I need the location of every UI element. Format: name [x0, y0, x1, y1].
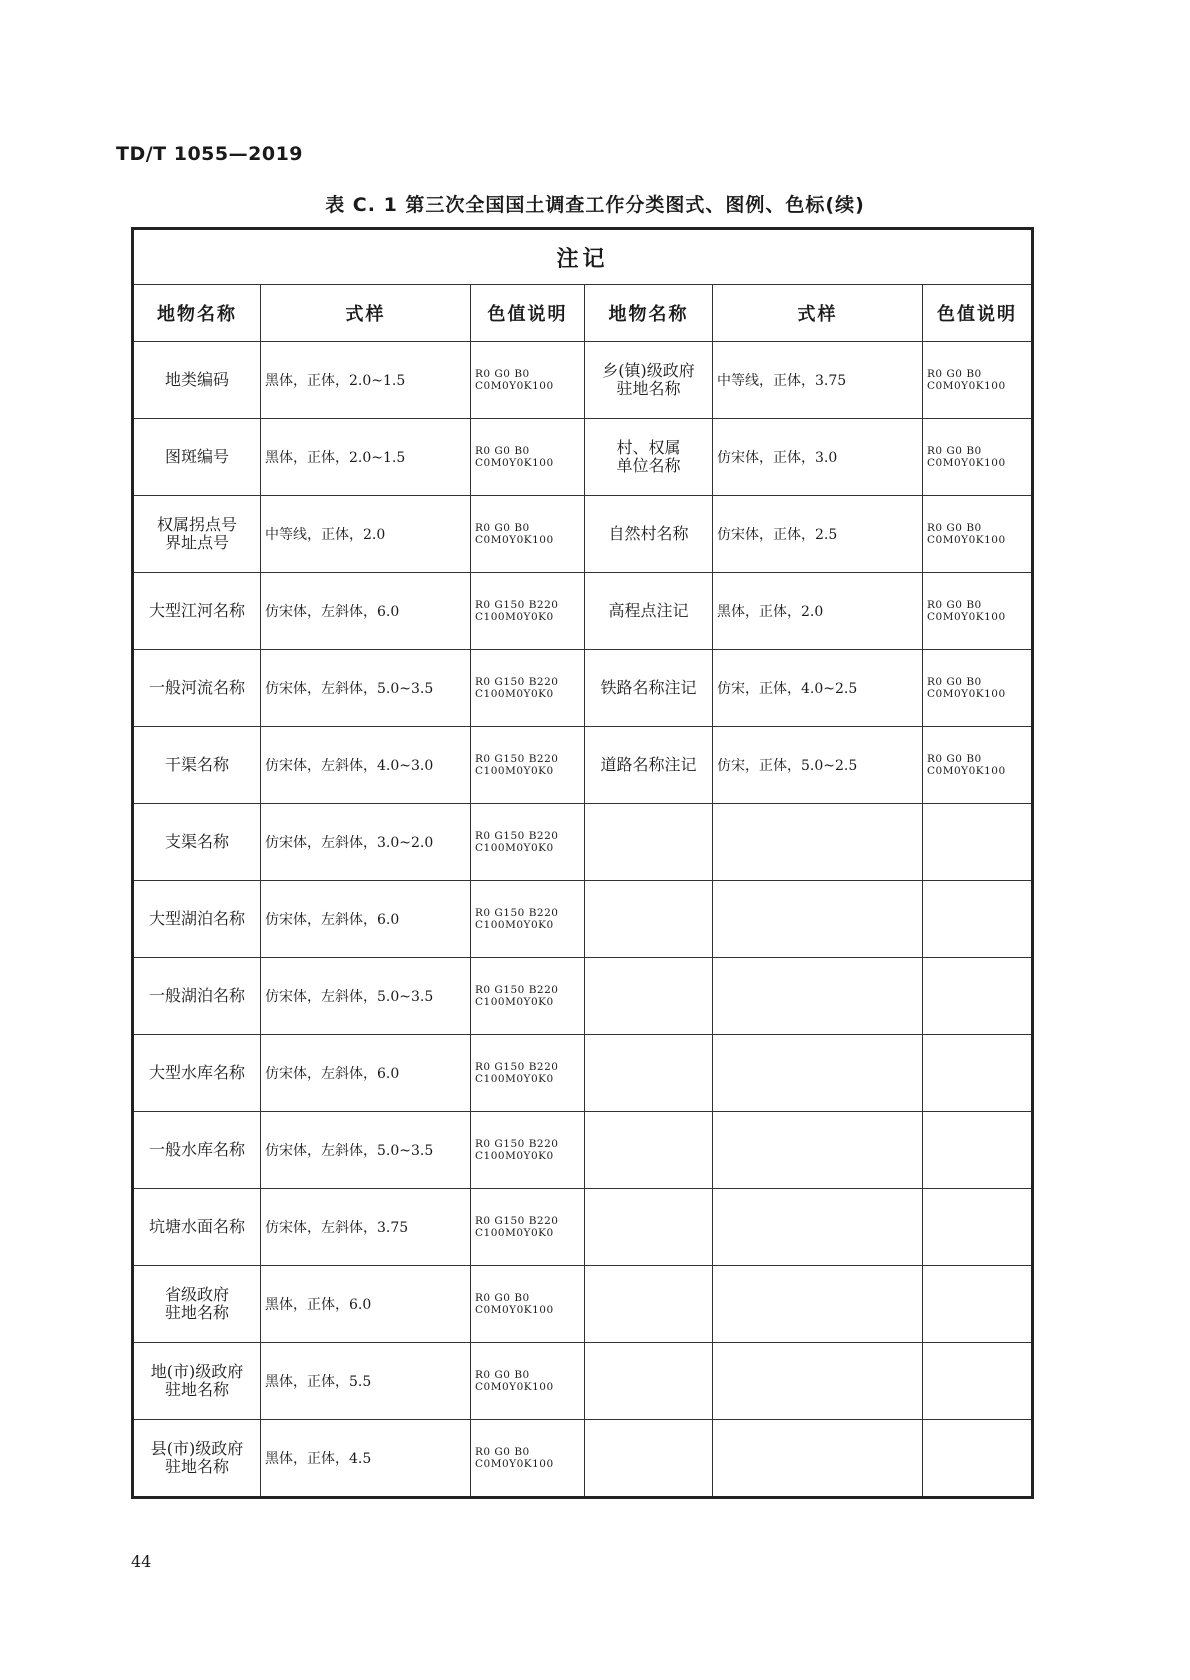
style-cell: 仿宋体，左斜体，6.0 [261, 881, 471, 958]
color-value-cell-line: C100M0Y0K0 [475, 611, 554, 623]
empty-cell [585, 1112, 713, 1189]
feature-name-cell-line: 支渠名称 [164, 832, 229, 851]
annotation-style-table [131, 227, 1034, 1499]
empty-cell [713, 958, 923, 1035]
feature-name-cell [133, 496, 261, 573]
color-value-cell [471, 1035, 585, 1112]
color-value-cell [471, 496, 585, 573]
style-cell: 仿宋体，左斜体，5.0~3.5 [261, 958, 471, 1035]
color-value-cell [923, 650, 1033, 727]
style-cell: 仿宋体，左斜体，4.0~3.0 [261, 727, 471, 804]
feature-name-cell [133, 727, 261, 804]
feature-name-cell-line: 地类编码 [164, 370, 229, 389]
table-row [133, 496, 1033, 573]
style-cell: 仿宋，正体，4.0~2.5 [713, 650, 923, 727]
feature-name-cell-line: 自然村名称 [608, 524, 689, 543]
feature-name-cell-line: 单位名称 [616, 456, 681, 475]
table-row [133, 1112, 1033, 1189]
feature-name-cell [585, 419, 713, 496]
feature-name-cell [133, 881, 261, 958]
feature-name-cell [585, 342, 713, 419]
color-value-cell-line: R0 G0 B0 [475, 1446, 530, 1458]
feature-name-cell [133, 1035, 261, 1112]
color-value-cell-line: C100M0Y0K0 [475, 842, 554, 854]
color-value-cell-line: R0 G150 B220 [475, 830, 559, 842]
table-caption: 表 C. 1 第三次全国国土调查工作分类图式、图例、色标(续) [325, 194, 865, 216]
table-row [133, 1420, 1033, 1498]
feature-name-cell [133, 1112, 261, 1189]
header-style-left: 式样 [261, 285, 471, 342]
empty-cell [923, 1189, 1033, 1266]
color-value-cell [471, 1266, 585, 1343]
table-row [133, 342, 1033, 419]
color-value-cell-line: C100M0Y0K0 [475, 1073, 554, 1085]
color-value-cell-line: C0M0Y0K100 [475, 380, 554, 392]
feature-name-cell-line: 驻地名称 [164, 1457, 229, 1476]
header-color-left: 色值说明 [471, 285, 585, 342]
empty-cell [585, 1189, 713, 1266]
color-value-cell-line: C0M0Y0K100 [475, 1381, 554, 1393]
document-code: TD/T 1055—2019 [116, 143, 304, 165]
table-row [133, 1266, 1033, 1343]
color-value-cell-line: C0M0Y0K100 [927, 688, 1006, 700]
feature-name-cell [133, 958, 261, 1035]
table-row [133, 650, 1033, 727]
color-value-cell-line: R0 G0 B0 [927, 368, 982, 380]
color-value-cell-line: C0M0Y0K100 [927, 534, 1006, 546]
feature-name-cell-line: 一般河流名称 [148, 678, 245, 697]
table-row [133, 419, 1033, 496]
empty-cell [585, 1343, 713, 1420]
feature-name-cell [133, 1343, 261, 1420]
color-value-cell-line: R0 G0 B0 [927, 522, 982, 534]
table-row [133, 727, 1033, 804]
color-value-cell [471, 650, 585, 727]
page-number: 44 [131, 1552, 152, 1571]
feature-name-cell-line: 一般湖泊名称 [148, 986, 245, 1005]
style-cell: 仿宋体，正体，3.0 [713, 419, 923, 496]
empty-cell [923, 1112, 1033, 1189]
color-value-cell-line: C100M0Y0K0 [475, 1227, 554, 1239]
color-value-cell [923, 419, 1033, 496]
empty-cell [585, 881, 713, 958]
feature-name-cell-line: 坑塘水面名称 [148, 1217, 245, 1236]
empty-cell [585, 1420, 713, 1498]
table-row [133, 958, 1033, 1035]
color-value-cell-line: C100M0Y0K0 [475, 919, 554, 931]
style-cell: 中等线，正体，3.75 [713, 342, 923, 419]
style-cell: 黑体，正体，2.0~1.5 [261, 342, 471, 419]
color-value-cell [923, 342, 1033, 419]
feature-name-cell [133, 573, 261, 650]
feature-name-cell-line: 省级政府 [164, 1285, 229, 1304]
feature-name-cell-line: 驻地名称 [164, 1380, 229, 1399]
feature-name-cell-line: 地(市)级政府 [150, 1362, 244, 1381]
color-value-cell [471, 342, 585, 419]
empty-cell [923, 1266, 1033, 1343]
table-row [133, 804, 1033, 881]
feature-name-cell-line: 高程点注记 [608, 601, 689, 620]
feature-name-cell-line: 驻地名称 [164, 1303, 229, 1322]
color-value-cell [471, 727, 585, 804]
color-value-cell-line: C100M0Y0K0 [475, 688, 554, 700]
feature-name-cell-line: 驻地名称 [616, 379, 681, 398]
feature-name-cell-line: 乡(镇)级政府 [602, 361, 695, 380]
color-value-cell-line: C0M0Y0K100 [475, 1304, 554, 1316]
style-cell: 黑体，正体，5.5 [261, 1343, 471, 1420]
color-value-cell [471, 1189, 585, 1266]
feature-name-cell [133, 1420, 261, 1498]
color-value-cell-line: R0 G0 B0 [475, 522, 530, 534]
color-value-cell-line: R0 G150 B220 [475, 1215, 559, 1227]
style-cell: 中等线，正体，2.0 [261, 496, 471, 573]
header-feature-name-right: 地物名称 [585, 285, 713, 342]
header-color-right: 色值说明 [923, 285, 1033, 342]
color-value-cell-line: C100M0Y0K0 [475, 765, 554, 777]
empty-cell [923, 1420, 1033, 1498]
color-value-cell-line: R0 G0 B0 [927, 445, 982, 457]
feature-name-cell-line: 一般水库名称 [148, 1140, 245, 1159]
feature-name-cell-line: 权属拐点号 [156, 515, 237, 534]
empty-cell [585, 804, 713, 881]
feature-name-cell-line: 图斑编号 [164, 447, 229, 466]
empty-cell [585, 1035, 713, 1112]
feature-name-cell-line: 村、权属 [616, 438, 681, 457]
empty-cell [923, 958, 1033, 1035]
color-value-cell-line: C0M0Y0K100 [927, 457, 1006, 469]
feature-name-cell [585, 650, 713, 727]
table-row [133, 1035, 1033, 1112]
feature-name-cell [133, 650, 261, 727]
style-cell: 仿宋体，左斜体，3.75 [261, 1189, 471, 1266]
empty-cell [713, 1189, 923, 1266]
color-value-cell [923, 727, 1033, 804]
color-value-cell-line: C0M0Y0K100 [475, 457, 554, 469]
color-value-cell-line: C100M0Y0K0 [475, 996, 554, 1008]
color-value-cell-line: R0 G0 B0 [927, 599, 982, 611]
header-style-right: 式样 [713, 285, 923, 342]
empty-cell [923, 881, 1033, 958]
color-value-cell-line: R0 G150 B220 [475, 599, 559, 611]
color-value-cell-line: R0 G0 B0 [475, 445, 530, 457]
color-value-cell-line: R0 G150 B220 [475, 753, 559, 765]
style-cell: 仿宋体，左斜体，5.0~3.5 [261, 1112, 471, 1189]
color-value-cell-line: R0 G150 B220 [475, 1138, 559, 1150]
color-value-cell-line: C0M0Y0K100 [475, 534, 554, 546]
empty-cell [923, 804, 1033, 881]
table-row [133, 573, 1033, 650]
color-value-cell-line: C0M0Y0K100 [927, 611, 1006, 623]
style-cell: 仿宋体，正体，2.5 [713, 496, 923, 573]
style-cell: 仿宋体，左斜体，6.0 [261, 573, 471, 650]
color-value-cell-line: C100M0Y0K0 [475, 1150, 554, 1162]
empty-cell [923, 1035, 1033, 1112]
color-value-cell [471, 804, 585, 881]
feature-name-cell-line: 干渠名称 [164, 755, 229, 774]
color-value-cell [471, 1420, 585, 1498]
feature-name-cell [133, 1189, 261, 1266]
style-cell: 仿宋，正体，5.0~2.5 [713, 727, 923, 804]
table-row [133, 1189, 1033, 1266]
style-cell: 黑体，正体，4.5 [261, 1420, 471, 1498]
color-value-cell-line: C0M0Y0K100 [475, 1458, 554, 1470]
color-value-cell [923, 496, 1033, 573]
color-value-cell-line: C0M0Y0K100 [927, 765, 1006, 777]
style-cell: 仿宋体，左斜体，3.0~2.0 [261, 804, 471, 881]
color-value-cell [471, 881, 585, 958]
feature-name-cell-line: 大型水库名称 [148, 1063, 245, 1082]
color-value-cell-line: R0 G0 B0 [475, 1292, 530, 1304]
color-value-cell-line: R0 G150 B220 [475, 1061, 559, 1073]
color-value-cell-line: R0 G0 B0 [927, 676, 982, 688]
color-value-cell-line: R0 G0 B0 [927, 753, 982, 765]
style-cell: 黑体，正体，6.0 [261, 1266, 471, 1343]
column-header-row [133, 285, 1033, 342]
color-value-cell-line: C0M0Y0K100 [927, 380, 1006, 392]
feature-name-cell [133, 804, 261, 881]
feature-name-cell-line: 界址点号 [164, 533, 229, 552]
feature-name-cell [133, 1266, 261, 1343]
color-value-cell [471, 1343, 585, 1420]
feature-name-cell-line: 大型江河名称 [148, 601, 245, 620]
empty-cell [923, 1343, 1033, 1420]
table-body [133, 342, 1033, 1498]
color-value-cell-line: R0 G150 B220 [475, 676, 559, 688]
color-value-cell [471, 1112, 585, 1189]
color-value-cell-line: R0 G0 B0 [475, 1369, 530, 1381]
empty-cell [713, 1343, 923, 1420]
feature-name-cell [133, 419, 261, 496]
empty-cell [713, 804, 923, 881]
feature-name-cell-line: 大型湖泊名称 [148, 909, 245, 928]
color-value-cell [471, 958, 585, 1035]
color-value-cell [471, 573, 585, 650]
color-value-cell-line: R0 G150 B220 [475, 907, 559, 919]
color-value-cell [923, 573, 1033, 650]
empty-cell [585, 1266, 713, 1343]
color-value-cell-line: R0 G150 B220 [475, 984, 559, 996]
style-cell: 仿宋体，左斜体，6.0 [261, 1035, 471, 1112]
table-row [133, 1343, 1033, 1420]
feature-name-cell-line: 道路名称注记 [600, 755, 697, 774]
empty-cell [713, 881, 923, 958]
empty-cell [713, 1112, 923, 1189]
style-cell: 黑体，正体，2.0 [713, 573, 923, 650]
feature-name-cell-line: 铁路名称注记 [600, 678, 697, 697]
empty-cell [713, 1266, 923, 1343]
feature-name-cell [585, 727, 713, 804]
empty-cell [585, 958, 713, 1035]
header-feature-name-left: 地物名称 [133, 285, 261, 342]
style-cell: 黑体，正体，2.0~1.5 [261, 419, 471, 496]
empty-cell [713, 1420, 923, 1498]
table-row [133, 881, 1033, 958]
feature-name-cell [585, 573, 713, 650]
section-title: 注记 [133, 229, 1033, 285]
color-value-cell-line: R0 G0 B0 [475, 368, 530, 380]
empty-cell [713, 1035, 923, 1112]
feature-name-cell [133, 342, 261, 419]
feature-name-cell-line: 县(市)级政府 [150, 1439, 244, 1458]
color-value-cell [471, 419, 585, 496]
feature-name-cell [585, 496, 713, 573]
style-cell: 仿宋体，左斜体，5.0~3.5 [261, 650, 471, 727]
